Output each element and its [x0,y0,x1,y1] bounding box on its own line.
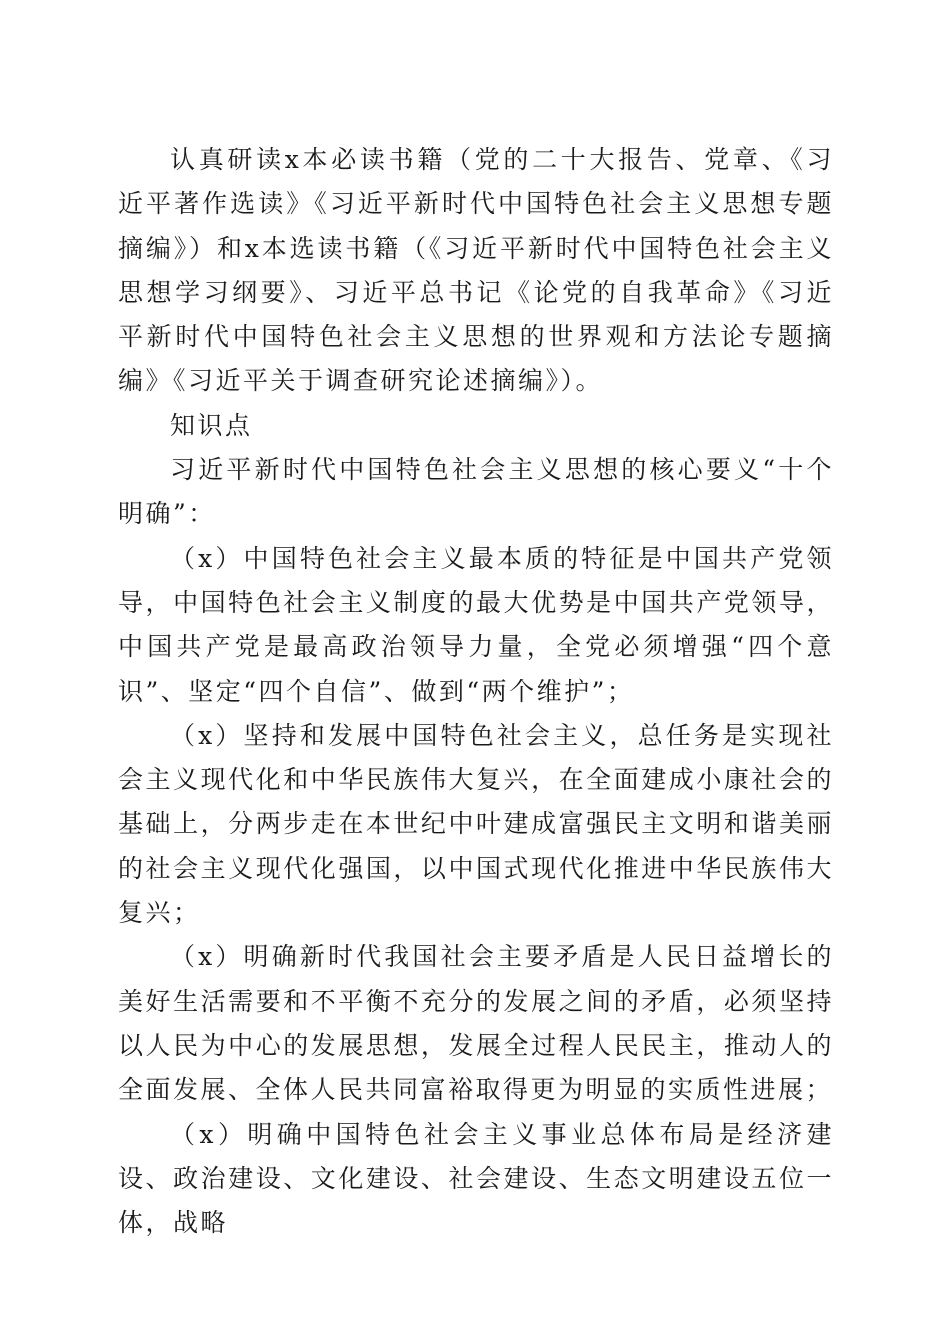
paragraph-reading-list: 认真研读x本必读书籍（党的二十大报告、党章、《习近平著作选读》《习近平新时代中国特色社会主义思想专题摘编》）和x本选读书籍（《习近平新时代中国特色社会主义思想学习纲要》、习近平总书记《论党的自我革命》《习近平新时代中国特色社会主义思想的世界观和方法论专题摘编》《习近平关于调查研究论述摘编》）。 [118,145,834,396]
document-body [118,138,834,1245]
paragraph-item-3: （x）明确新时代我国社会主要矛盾是人民日益增长的美好生活需要和不平衡不充分的发展之间的矛盾，必须坚持以人民为中心的发展思想，发展全过程人民民主，推动人的全面发展、全体人民共同富裕取得更为明显的实质性进展； [118,942,834,1105]
section-heading-knowledge-points: 知识点 [170,410,253,440]
paragraph-item-4: （x）明确中国特色社会主义事业总体布局是经济建设、政治建设、文化建设、社会建设、生态文明建设五位一体，战略 [118,1119,834,1238]
paragraph-item-2: （x）坚持和发展中国特色社会主义，总任务是实现社会主义现代化和中华民族伟大复兴，在全面建成小康社会的基础上，分两步走在本世纪中叶建成富强民主文明和谐美丽的社会主义现代化强国，以中国式现代化推进中华民族伟大复兴； [118,720,834,928]
paragraph-ten-clarifications-intro: 习近平新时代中国特色社会主义思想的核心要义“十个明确”： [118,455,834,529]
paragraph-item-1: （x）中国特色社会主义最本质的特征是中国共产党领导，中国特色社会主义制度的最大优势是中国共产党领导，中国共产党是最高政治领导力量，全党必须增强“四个意识”、坚定“四个自信”、做到“两个维护”； [118,543,834,706]
